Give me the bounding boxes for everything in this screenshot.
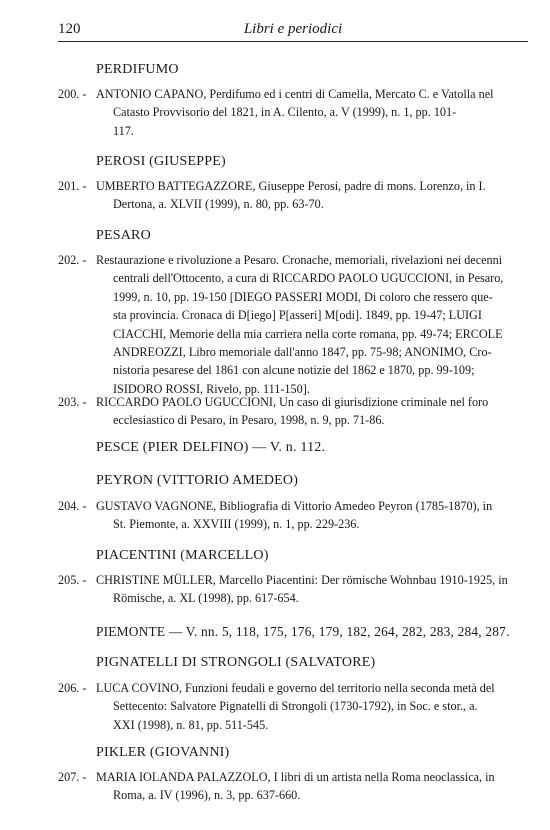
entry-line: XXI (1998), n. 81, pp. 511-545. [113, 717, 269, 732]
entry-body [96, 251, 520, 398]
section-heading: PIKLER (GIOVANNI) [96, 745, 230, 760]
header-rule [58, 41, 528, 42]
entry-number: 200. - [58, 87, 87, 101]
entry-body [96, 571, 520, 608]
entry-body [96, 679, 520, 734]
page-number: 120 [58, 21, 81, 37]
entry-line: ANDREOZZI, Libro memoriale dall'anno 1847, pp. 75-98; ANONIMO, Cro- [113, 345, 492, 360]
cross-reference: PIEMONTE — V. nn. 5, 118, 175, 176, 179, 182, 264, 282, 283, 284, 287. [96, 624, 510, 639]
entry-line: LUCA COVINO, Funzioni feudali e governo del territorio nella seconda metà del [96, 681, 495, 695]
entry-body [96, 768, 520, 805]
section-heading: PESARO [96, 228, 151, 243]
entry-line: ANTONIO CAPANO, Perdifumo ed i centri di Camella, Mercato C. e Vatolla nel [96, 87, 494, 101]
running-title: Libri e periodici [243, 21, 343, 37]
entry-body [96, 497, 520, 534]
section-heading: PEROSI (GIUSEPPE) [96, 154, 226, 169]
cross-reference: PESCE (PIER DELFINO) — V. n. 112. [96, 440, 326, 455]
entry-line: Settecento: Salvatore Pignatelli di Strongoli (1730-1792), in Soc. e stor., a. [113, 699, 478, 714]
entry-line: sta provincia. Cronaca di D[iego] P[asseri] M[odi]. 1849, pp. 19-47; LUIGI [113, 308, 482, 323]
entry-line: CIACCHI, Memorie della mia carriera nella corte romana, pp. 49-74; ERCOLE [113, 326, 503, 341]
entry-line: CHRISTINE MÜLLER, Marcello Piacentini: Der römische Wohnbau 1910-1925, in [96, 573, 508, 587]
entry-line: 117. [113, 123, 134, 138]
entry-line: GUSTAVO VAGNONE, Bibliografia di Vittorio Amedeo Peyron (1785-1870), in [96, 499, 493, 513]
entry-number: 203. - [58, 395, 87, 409]
entry-line: Catasto Provvisorio del 1821, in A. Cilento, a. V (1999), n. 1, pp. 101- [113, 105, 457, 120]
section-heading: PEYRON (VITTORIO AMEDEO) [96, 473, 299, 488]
entry-body [96, 393, 520, 430]
section-heading: PIGNATELLI DI STRONGOLI (SALVATORE) [96, 655, 376, 670]
entry-body [96, 85, 520, 140]
entry-number: 206. - [58, 681, 87, 695]
entry-line: UMBERTO BATTEGAZZORE, Giuseppe Perosi, padre di mons. Lorenzo, in I. [96, 179, 486, 193]
entry-line: 1999, n. 10, pp. 19-150 [DIEGO PASSERI MODI, Di coloro che ressero que- [113, 289, 493, 304]
entry-line: centrali dell'Ottocento, a cura di RICCARDO PAOLO UGUCCIONI, in Pesaro, [113, 271, 504, 286]
entry-line: Dertona, a. XLVII (1999), n. 80, pp. 63-70. [113, 197, 324, 212]
entry-line: Restaurazione e rivoluzione a Pesaro. Cronache, memoriali, rivelazioni nei decenni [96, 253, 503, 267]
entry-line: Roma, a. IV (1996), n. 3, pp. 637-660. [113, 788, 301, 803]
entry-line: St. Piemonte, a. XXVIII (1999), n. 1, pp. 229-236. [113, 517, 360, 532]
entry-line: ISIDORO ROSSI, Rivelo, pp. 111-150]. [113, 381, 310, 396]
entry-line: RICCARDO PAOLO UGUCCIONI, Un caso di giurisdizione criminale nel foro [96, 395, 489, 409]
entry-line: nistoria pesarese del 1861 con alcune notizie del 1862 e 1870, pp. 99-109; [113, 363, 475, 378]
entry-number: 202. - [58, 253, 87, 267]
entry-number: 204. - [58, 499, 87, 513]
entry-number: 207. - [58, 770, 87, 784]
section-heading: PERDIFUMO [96, 62, 179, 77]
section-heading: PIACENTINI (MARCELLO) [96, 548, 269, 563]
entry-number: 205. - [58, 573, 87, 587]
entry-line: Römische, a. XL (1998), pp. 617-654. [113, 591, 299, 606]
page-header [58, 21, 528, 41]
entry-number: 201. - [58, 179, 87, 193]
entry-line: ecclesiastico di Pesaro, in Pesaro, 1998, n. 9, pp. 71-86. [113, 413, 385, 428]
entry-line: MARIA IOLANDA PALAZZOLO, I libri di un artista nella Roma neoclassica, in [96, 770, 495, 784]
entry-body [96, 177, 520, 214]
